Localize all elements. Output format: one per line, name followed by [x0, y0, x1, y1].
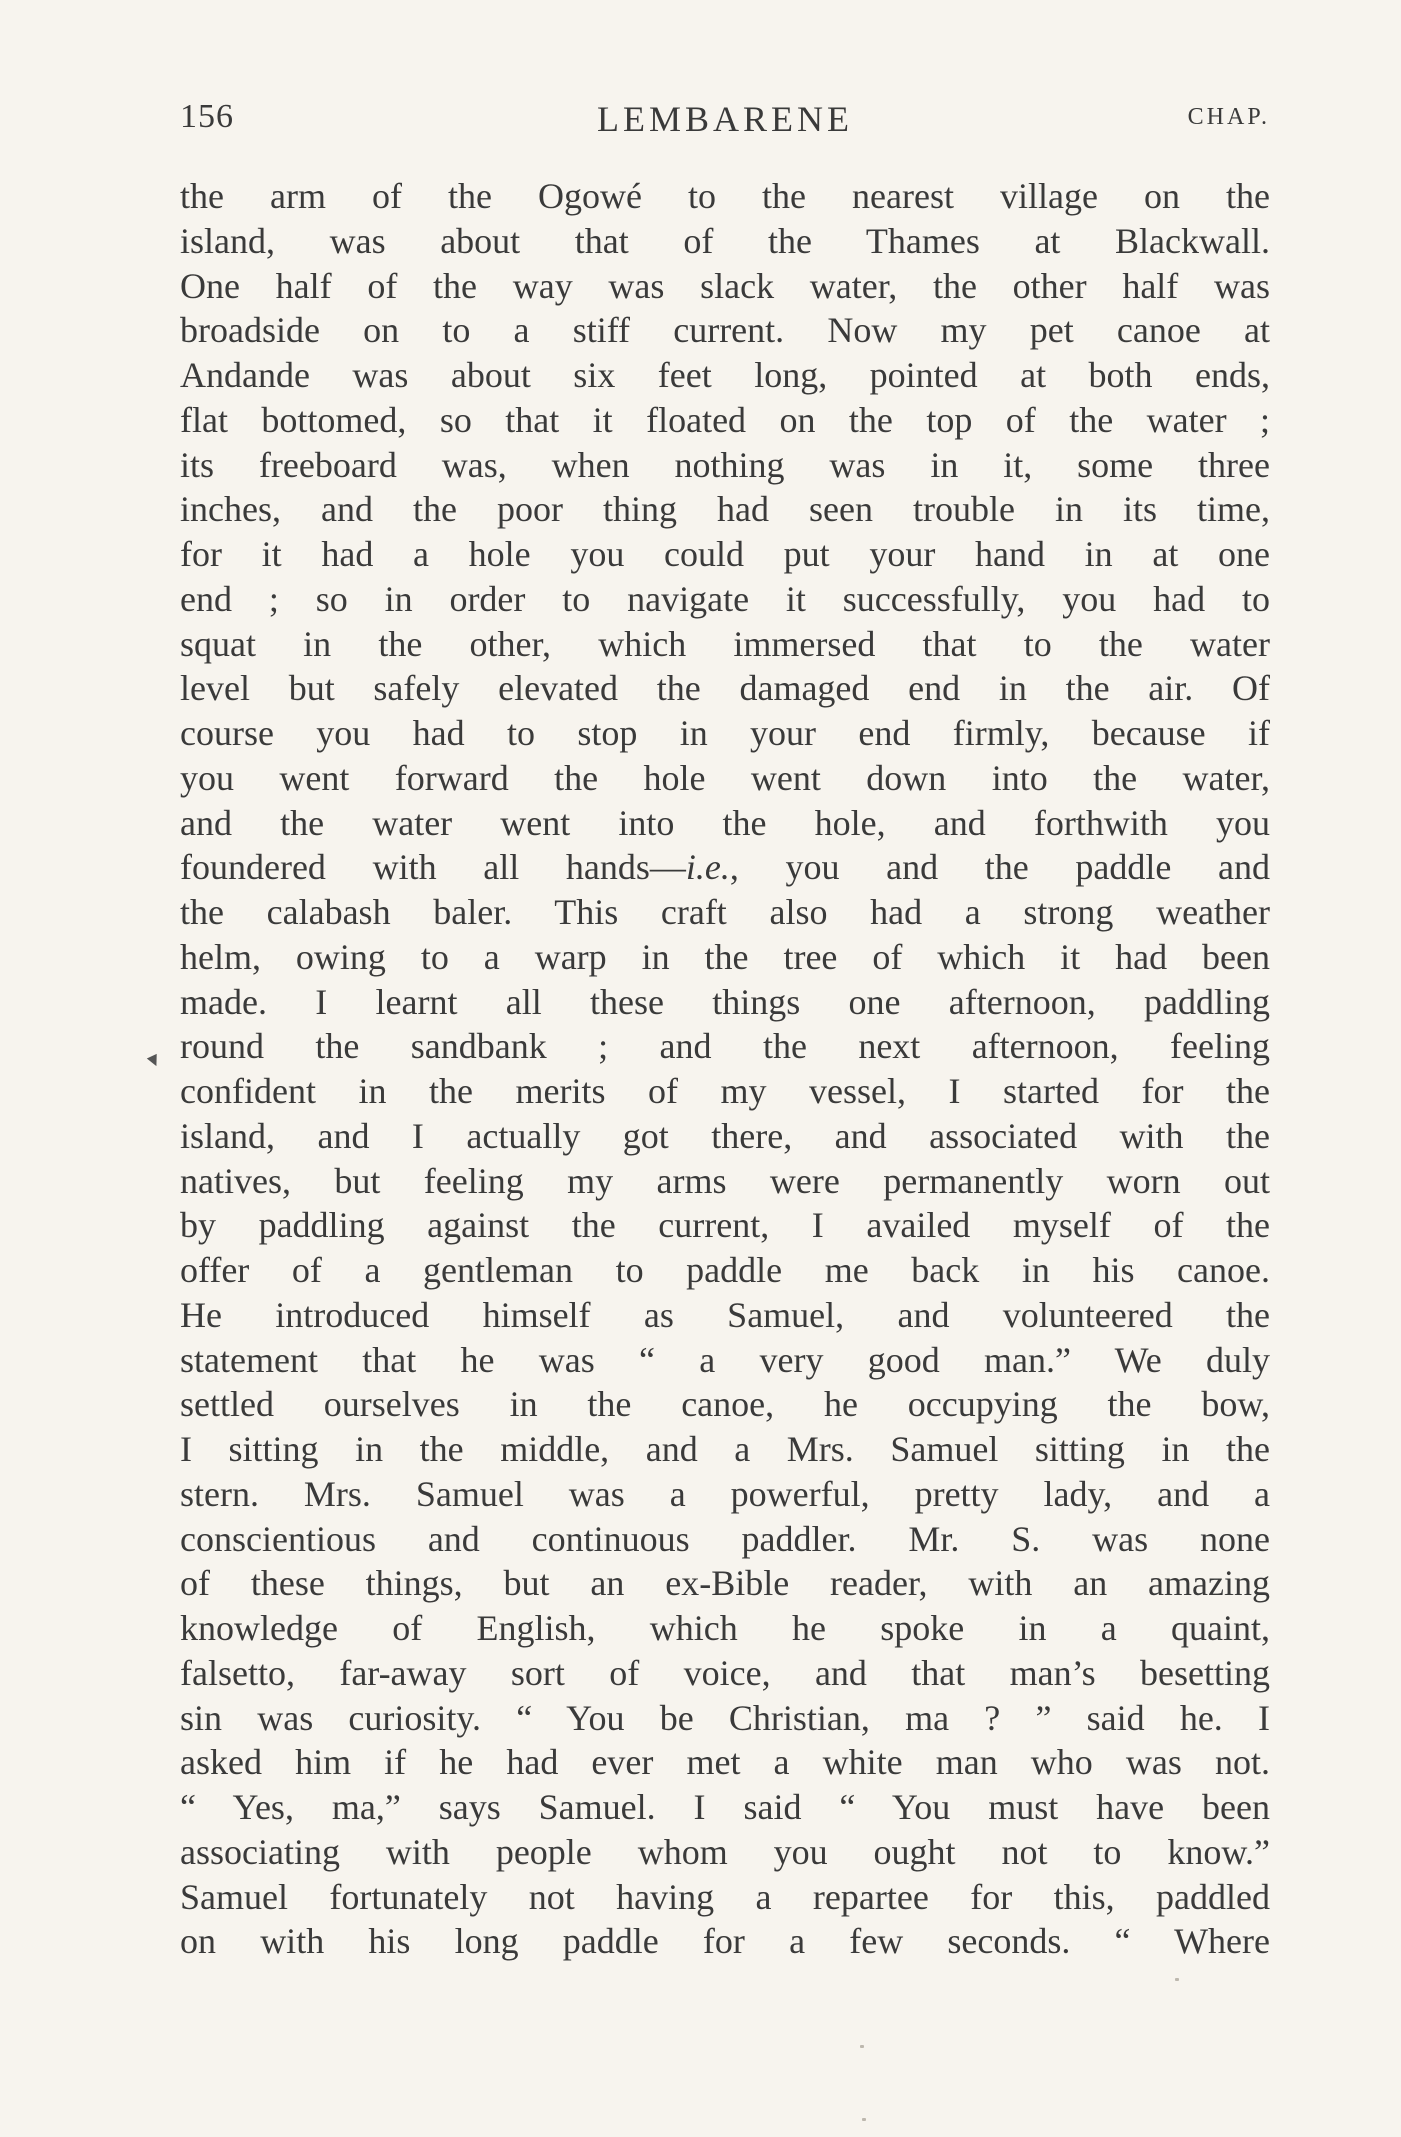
text-line: for it had a hole you could put your hand in at one	[180, 534, 1270, 574]
text-line: natives, but feeling my arms were permanently worn out	[180, 1160, 1270, 1201]
paper-speck	[1175, 1978, 1179, 1981]
margin-mark: ▾	[143, 1045, 164, 1074]
text-line: round the sandbank ; and the next afternoon, feeling	[180, 1026, 1270, 1067]
text-line: by paddling against the current, I availed myself of the	[180, 1205, 1270, 1246]
running-head	[180, 98, 1270, 146]
text-line: course you had to stop in your end firmly, because if	[180, 713, 1270, 753]
text-line: island, was about that of the Thames at Blackwall.	[180, 220, 1270, 261]
paper-speck	[860, 2045, 864, 2048]
text-line: helm, owing to a warp in the tree of which it had been	[180, 936, 1270, 977]
text-line: its freeboard was, when nothing was in it, some three	[180, 444, 1270, 485]
paper-speck	[862, 2118, 866, 2121]
text-line: end ; so in order to navigate it successfully, you had to	[180, 578, 1270, 619]
text-line: settled ourselves in the canoe, he occupying the bow,	[180, 1384, 1270, 1425]
text-line: offer of a gentleman to paddle me back in his canoe.	[180, 1250, 1270, 1290]
text-line: level but safely elevated the damaged end in the air. Of	[180, 668, 1270, 709]
text-line: One half of the way was slack water, the other half was	[180, 265, 1270, 306]
text-line: on with his long paddle for a few seconds. “ Where	[180, 1921, 1270, 1962]
text-line: inches, and the poor thing had seen trouble in its time,	[180, 489, 1270, 530]
text-line: and the water went into the hole, and forthwith you	[180, 802, 1270, 843]
text-line: sin was curiosity. “ You be Christian, ma ? ” said he. I	[180, 1697, 1270, 1738]
text-line: the arm of the Ogowé to the nearest village on the	[180, 176, 1270, 216]
page-number: 156	[180, 98, 234, 135]
text-line: knowledge of English, which he spoke in a quaint,	[180, 1608, 1270, 1648]
text-line: Andande was about six feet long, pointed at both ends,	[180, 355, 1270, 395]
text-line: island, and I actually got there, and associated with the	[180, 1115, 1270, 1156]
running-title: LEMBARENE	[597, 99, 853, 139]
text-line: stern. Mrs. Samuel was a powerful, pretty lady, and a	[180, 1473, 1270, 1514]
italic-abbreviation: i.e.	[685, 847, 730, 888]
text-line: of these things, but an ex-Bible reader, with an amazing	[180, 1563, 1270, 1604]
chapter-label: CHAP.	[1187, 104, 1270, 130]
text-line-with-italic	[180, 845, 1270, 890]
body-text	[180, 174, 1270, 1964]
text-line: I sitting in the middle, and a Mrs. Samuel sitting in the	[180, 1429, 1270, 1469]
text-line: you went forward the hole went down into the water,	[180, 757, 1270, 798]
text-line: asked him if he had ever met a white man who was not.	[180, 1742, 1270, 1783]
text-line: the calabash baler. This craft also had a strong weather	[180, 892, 1270, 932]
text-line: “ Yes, ma,” says Samuel. I said “ You must have been	[180, 1787, 1270, 1827]
text-line: statement that he was “ a very good man.” We duly	[180, 1339, 1270, 1380]
text-line: He introduced himself as Samuel, and volunteered the	[180, 1294, 1270, 1335]
text-line: made. I learnt all these things one afternoon, paddling	[180, 981, 1270, 1022]
text-fragment: , you and the paddle and	[729, 847, 1270, 888]
text-line: falsetto, far-away sort of voice, and that man’s besetting	[180, 1652, 1270, 1693]
text-line: conscientious and continuous paddler. Mr. S. was none	[180, 1518, 1270, 1559]
text-line: squat in the other, which immersed that to the water	[180, 623, 1270, 664]
text-line: broadside on to a stiff current. Now my pet canoe at	[180, 310, 1270, 351]
text-line: confident in the merits of my vessel, I started for the	[180, 1071, 1270, 1111]
text-line: Samuel fortunately not having a repartee for this, paddled	[180, 1876, 1270, 1917]
text-line: flat bottomed, so that it floated on the top of the water ;	[180, 399, 1270, 440]
text-line: associating with people whom you ought not to know.”	[180, 1831, 1270, 1872]
text-fragment: foundered with all hands—	[180, 847, 686, 888]
